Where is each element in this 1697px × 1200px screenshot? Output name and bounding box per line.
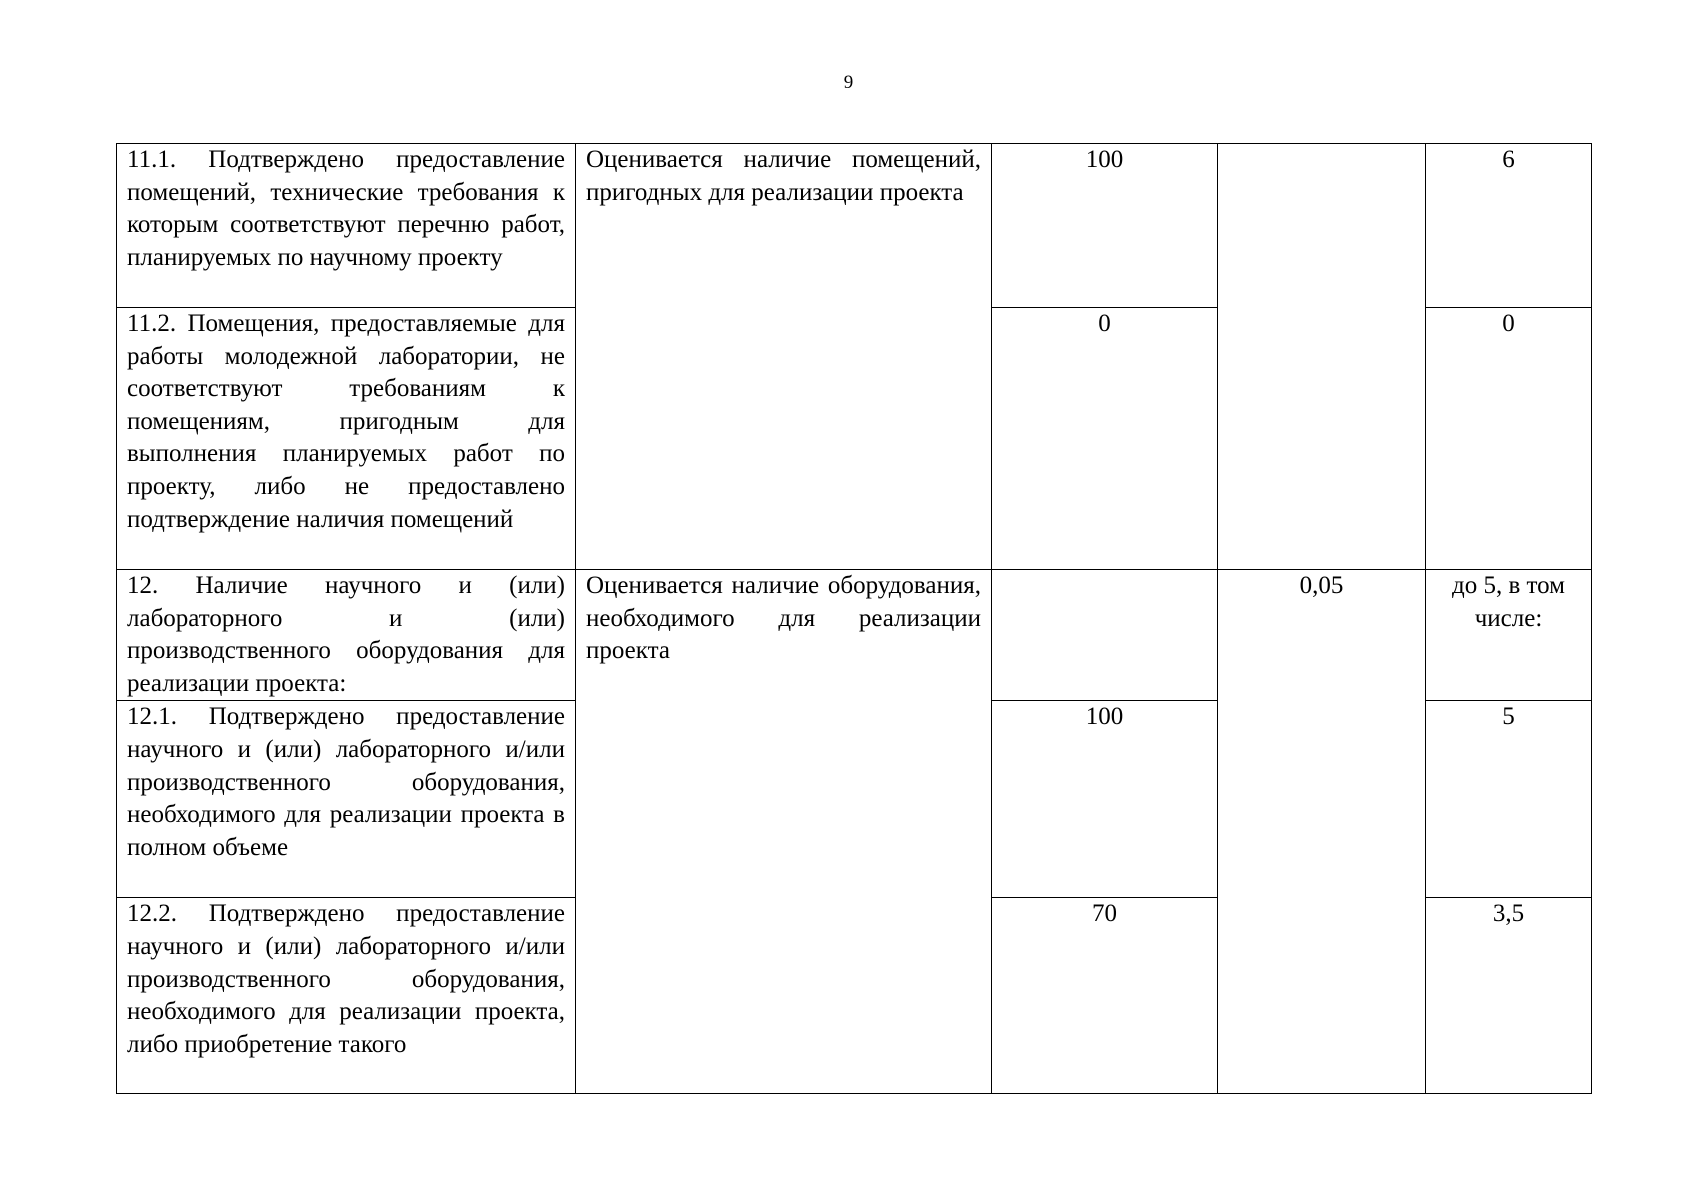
points-cell-12-2: 3,5 (1426, 898, 1592, 1094)
percent-cell-11-1: 100 (992, 144, 1218, 308)
points-cell-11-1: 6 (1426, 144, 1592, 308)
criterion-cell-12: 12. Наличие научного и (или) лабораторного и (или) производственного оборудования для реализации проекта: (117, 570, 576, 701)
points-cell-12: до 5, в том числе: (1426, 570, 1592, 701)
criterion-cell-12-2: 12.2. Подтверждено предоставление научного и (или) лабораторного и/или производственного оборудования, необходимого для реализации проекта, либо приобретение такого (117, 898, 576, 1094)
percent-cell-11-2: 0 (992, 308, 1218, 570)
points-cell-11-2: 0 (1426, 308, 1592, 570)
criterion-cell-12-1: 12.1. Подтверждено предоставление научного и (или) лабораторного и/или производственного оборудования, необходимого для реализации проекта в полном объеме (117, 701, 576, 898)
description-cell-12: Оценивается наличие оборудования, необходимого для реализации проекта (576, 570, 992, 1094)
page-number: 9 (843, 72, 854, 93)
percent-cell-12-1: 100 (992, 701, 1218, 898)
coefficient-cell-12: 0,05 (1218, 570, 1426, 1094)
percent-cell-12-2: 70 (992, 898, 1218, 1094)
description-cell-11: Оценивается наличие помещений, пригодных для реализации проекта (576, 144, 992, 570)
table-row-11-1 (117, 144, 1592, 308)
points-cell-12-1: 5 (1426, 701, 1592, 898)
criterion-cell-11-2: 11.2. Помещения, предоставляемые для работы молодежной лаборатории, не соответствуют требованиям к помещениям, пригодным для выполнения планируемых работ по проекту, либо не предоставлено подтверждение наличия помещений (117, 308, 576, 570)
percent-cell-12 (992, 570, 1218, 701)
table-row-12 (117, 570, 1592, 701)
criteria-table (116, 143, 1592, 1094)
coefficient-cell-11 (1218, 144, 1426, 570)
criterion-cell-11-1: 11.1. Подтверждено предоставление помещений, технические требования к которым соответствуют перечню работ, планируемых по научному проекту (117, 144, 576, 308)
